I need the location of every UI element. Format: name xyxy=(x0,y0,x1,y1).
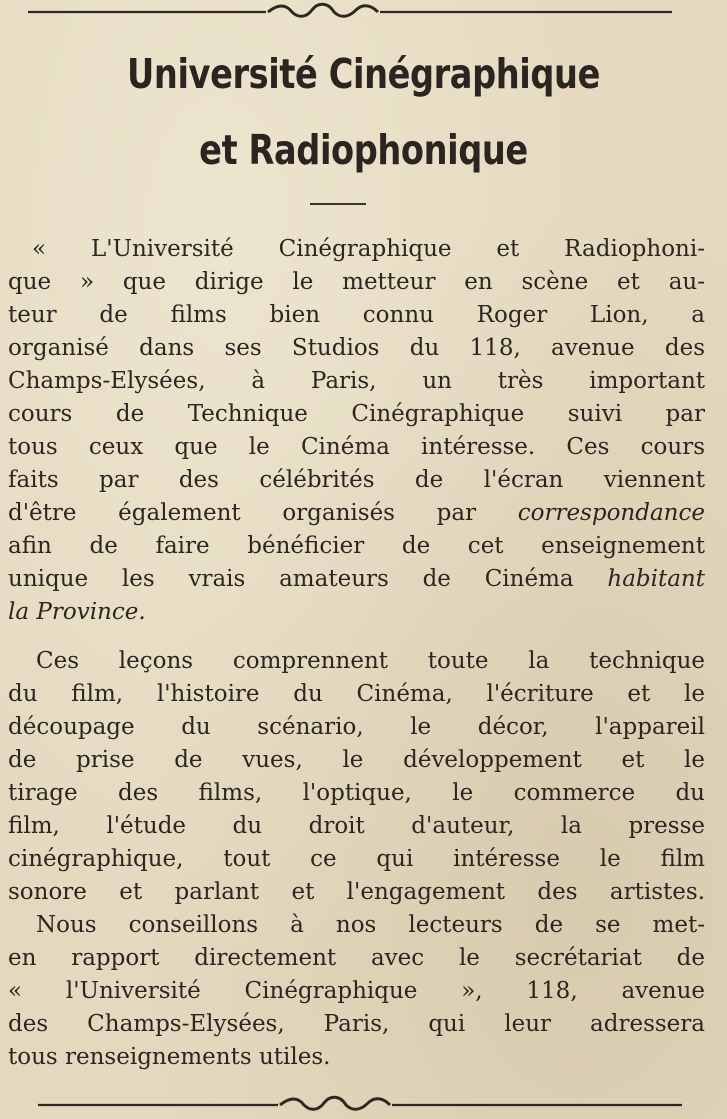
paragraph-2-line-8: sonore et parlant et l'engagement des artistes. xyxy=(8,879,705,905)
title-divider xyxy=(310,203,366,205)
paragraph-2-line-6: film, l'étude du droit d'auteur, la presse xyxy=(8,813,705,839)
paragraph-1-line-3: teur de films bien connu Roger Lion, a xyxy=(8,302,705,328)
plain-text: unique les vrais amateurs de Cinéma xyxy=(8,566,608,592)
paragraph-3-line-4: des Champs-Elysées, Paris, qui leur adressera xyxy=(8,1011,705,1037)
paragraph-2-line-2: du film, l'histoire du Cinéma, l'écriture et le xyxy=(8,681,705,707)
paragraph-1-line-7: tous ceux que le Cinéma intéresse. Ces cours xyxy=(8,434,705,460)
paragraph-1-line-8: faits par des célébrités de l'écran viennent xyxy=(8,467,705,493)
italic-text: habitant xyxy=(607,566,705,592)
paragraph-3-line-1: Nous conseillons à nos lecteurs de se met- xyxy=(36,912,705,938)
article-title-line-1: Université Cinégraphique xyxy=(127,50,600,98)
plain-text: d'être également organisés par xyxy=(8,500,518,526)
paragraph-1-line-1: « L'Université Cinégraphique et Radiophoni- xyxy=(32,236,705,262)
paragraph-2-line-7: cinégraphique, tout ce qui intéresse le film xyxy=(8,846,705,872)
paragraph-3-line-3: « l'Université Cinégraphique », 118, avenue xyxy=(8,978,705,1004)
paragraph-3-line-5: tous renseignements utiles. xyxy=(8,1044,331,1070)
paragraph-2-line-3: découpage du scénario, le décor, l'appareil xyxy=(8,714,705,740)
paragraph-1-line-9 xyxy=(8,497,705,530)
paragraph-1-line-12 xyxy=(8,596,705,629)
paragraph-1-line-11 xyxy=(8,563,705,596)
top-ornamental-rule xyxy=(28,0,672,20)
paragraph-1-line-2: que » que dirige le metteur en scène et au- xyxy=(8,269,705,295)
paragraph-2-line-1: Ces leçons comprennent toute la technique xyxy=(36,648,705,674)
article-title-line-2: et Radiophonique xyxy=(199,126,528,174)
paragraph-3-line-2: en rapport directement avec le secrétariat de xyxy=(8,945,705,971)
paragraph-1-line-4: organisé dans ses Studios du 118, avenue des xyxy=(8,335,705,361)
paragraph-1-line-10: afin de faire bénéficier de cet enseignement xyxy=(8,533,705,559)
paragraph-2-line-5: tirage des films, l'optique, le commerce du xyxy=(8,780,705,806)
italic-text: correspondance xyxy=(517,500,705,526)
paragraph-1-line-5: Champs-Elysées, à Paris, un très important xyxy=(8,368,705,394)
bottom-ornamental-rule xyxy=(38,1093,682,1113)
italic-text: la Province. xyxy=(8,599,146,625)
paragraph-2-line-4: de prise de vues, le développement et le xyxy=(8,747,705,773)
paragraph-1-line-6: cours de Technique Cinégraphique suivi par xyxy=(8,401,705,427)
